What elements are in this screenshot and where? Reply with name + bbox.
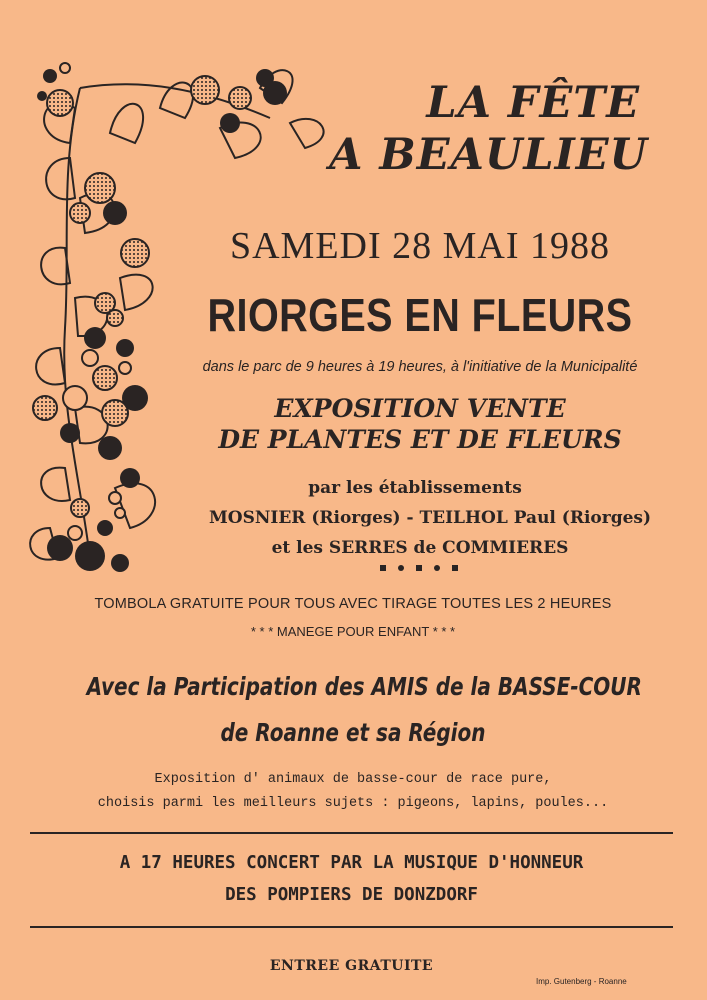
carousel-notice: * * * MANEGE POUR ENFANT * * * <box>250 624 456 639</box>
schedule-subline: dans le parc de 9 heures à 19 heures, à l'initiative de la Municipalité <box>202 359 638 375</box>
printer-credit: Imp. Gutenberg - Roanne <box>536 977 627 986</box>
participation-line-2: de Roanne et sa Région <box>220 718 486 747</box>
square-dot-ornament-icon <box>380 563 460 573</box>
raffle-notice: TOMBOLA GRATUITE POUR TOUS AVEC TIRAGE TOUTES LES 2 HEURES <box>94 596 612 612</box>
divider-bottom <box>30 926 673 928</box>
by-establishments: par les établissements <box>308 478 522 498</box>
poster-title-line-1: LA FÊTE <box>426 78 640 128</box>
animals-description-line-1: Exposition d' animaux de basse-cour de race pure, <box>154 772 552 787</box>
exhibition-heading-line-1: EXPOSITION VENTE <box>274 394 566 423</box>
headline: RIORGES EN FLEURS <box>207 289 633 341</box>
free-entry: ENTREE GRATUITE <box>269 958 434 974</box>
concert-line-1: A 17 HEURES CONCERT PAR LA MUSIQUE D'HONNEUR <box>119 853 584 873</box>
growers-list: MOSNIER (Riorges) - TEILHOL Paul (Riorges) <box>208 508 652 528</box>
concert-line-2: DES POMPIERS DE DONZDORF <box>225 885 478 905</box>
animals-description-line-2: choisis parmi les meilleurs sujets : pigeons, lapins, poules... <box>97 796 609 811</box>
participation-line-1: Avec la Participation des AMIS de la BASSE-COUR <box>86 672 642 701</box>
poster-title-line-2: A BEAULIEU <box>329 130 648 180</box>
greenhouses-line: et les SERRES de COMMIERES <box>271 538 569 558</box>
exhibition-heading-line-2: DE PLANTES ET DE FLEURS <box>218 425 622 454</box>
event-date: SAMEDI 28 MAI 1988 <box>229 225 611 267</box>
divider-top <box>30 832 673 834</box>
